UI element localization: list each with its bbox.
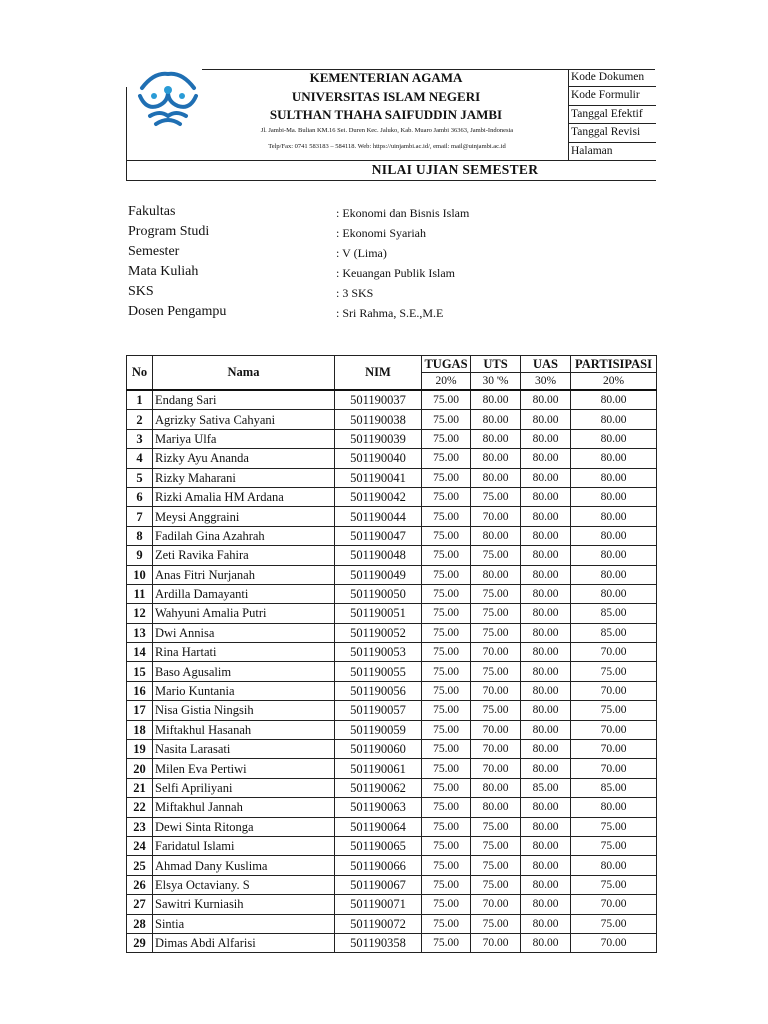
grades-table [126, 355, 657, 953]
table-row [127, 429, 657, 448]
cell-uts: 75.00 [471, 623, 521, 642]
table-row [127, 410, 657, 429]
table-row [127, 720, 657, 739]
cell-uts: 80.00 [471, 449, 521, 468]
cell-uts: 80.00 [471, 429, 521, 448]
cell-nama: Baso Agusalim [153, 662, 335, 681]
table-row [127, 643, 657, 662]
cell-no: 26 [127, 875, 153, 894]
cell-uas: 80.00 [521, 507, 571, 526]
table-row [127, 875, 657, 894]
cell-no: 6 [127, 487, 153, 506]
cell-uts: 75.00 [471, 817, 521, 836]
cell-uts: 70.00 [471, 720, 521, 739]
cell-uts: 75.00 [471, 546, 521, 565]
cell-no: 11 [127, 584, 153, 603]
cell-uts: 70.00 [471, 643, 521, 662]
cell-no: 5 [127, 468, 153, 487]
cell-no: 25 [127, 856, 153, 875]
cell-partisipasi: 70.00 [571, 759, 657, 778]
cell-no: 19 [127, 740, 153, 759]
cell-nim: 501190037 [335, 390, 422, 410]
cell-partisipasi: 80.00 [571, 565, 657, 584]
cell-uts: 70.00 [471, 740, 521, 759]
cell-tugas: 75.00 [422, 643, 471, 662]
cell-tugas: 75.00 [422, 701, 471, 720]
cell-no: 15 [127, 662, 153, 681]
cell-uas: 80.00 [521, 410, 571, 429]
weight-uts: 30 '% [471, 373, 521, 391]
ministry-name: KEMENTERIAN AGAMA [309, 70, 463, 85]
cell-tugas: 75.00 [422, 526, 471, 545]
doc-field-halaman: Halaman [571, 144, 613, 157]
table-row [127, 798, 657, 817]
column-header-uts: UTS [471, 356, 521, 373]
table-row [127, 856, 657, 875]
table-row [127, 778, 657, 797]
info-value: : Ekonomi dan Bisnis Islam [336, 206, 470, 220]
cell-nim: 501190038 [335, 410, 422, 429]
cell-nama: Faridatul Islami [153, 836, 335, 855]
cell-uas: 80.00 [521, 681, 571, 700]
cell-partisipasi: 80.00 [571, 429, 657, 448]
cell-uts: 75.00 [471, 836, 521, 855]
cell-uts: 80.00 [471, 410, 521, 429]
cell-partisipasi: 85.00 [571, 778, 657, 797]
cell-no: 21 [127, 778, 153, 797]
table-row [127, 565, 657, 584]
cell-nim: 501190062 [335, 778, 422, 797]
cell-no: 8 [127, 526, 153, 545]
cell-nama: Dimas Abdi Alfarisi [153, 933, 335, 952]
cell-partisipasi: 70.00 [571, 895, 657, 914]
column-header-partisipasi: PARTISIPASI [571, 356, 657, 373]
cell-no: 24 [127, 836, 153, 855]
cell-nim: 501190055 [335, 662, 422, 681]
table-row [127, 584, 657, 603]
cell-uts: 70.00 [471, 507, 521, 526]
cell-uts: 75.00 [471, 662, 521, 681]
cell-partisipasi: 75.00 [571, 701, 657, 720]
cell-tugas: 75.00 [422, 410, 471, 429]
cell-nama: Rizky Ayu Ananda [153, 449, 335, 468]
cell-tugas: 75.00 [422, 933, 471, 952]
cell-uts: 75.00 [471, 701, 521, 720]
cell-tugas: 75.00 [422, 584, 471, 603]
cell-partisipasi: 80.00 [571, 487, 657, 506]
cell-uas: 80.00 [521, 933, 571, 952]
university-contact: Telp/Fax: 0741 583183 – 584118. Web: https://uinjambi.ac.id/, email: mail@uinjambi.ac.id [268, 143, 506, 150]
cell-partisipasi: 80.00 [571, 410, 657, 429]
university-address: Jl. Jambi-Ma. Bulian KM.16 Sei. Duren Kec. Jaluko, Kab. Muaro Jambi 36363, Jambi-Indonesia [260, 127, 514, 134]
cell-uts: 80.00 [471, 798, 521, 817]
cell-uts: 70.00 [471, 895, 521, 914]
cell-uas: 80.00 [521, 856, 571, 875]
cell-uas: 80.00 [521, 836, 571, 855]
cell-partisipasi: 80.00 [571, 390, 657, 410]
cell-uas: 80.00 [521, 390, 571, 410]
cell-nim: 501190052 [335, 623, 422, 642]
cell-nim: 501190041 [335, 468, 422, 487]
table-row [127, 546, 657, 565]
cell-uts: 80.00 [471, 778, 521, 797]
cell-tugas: 75.00 [422, 507, 471, 526]
cell-partisipasi: 80.00 [571, 798, 657, 817]
column-header-nama: Nama [153, 356, 335, 391]
cell-uas: 80.00 [521, 623, 571, 642]
cell-nama: Nisa Gistia Ningsih [153, 701, 335, 720]
cell-uas: 80.00 [521, 526, 571, 545]
cell-nama: Ardilla Damayanti [153, 584, 335, 603]
cell-partisipasi: 85.00 [571, 604, 657, 623]
cell-tugas: 75.00 [422, 390, 471, 410]
cell-partisipasi: 75.00 [571, 875, 657, 894]
cell-tugas: 75.00 [422, 914, 471, 933]
cell-tugas: 75.00 [422, 604, 471, 623]
cell-uas: 80.00 [521, 701, 571, 720]
cell-tugas: 75.00 [422, 759, 471, 778]
cell-tugas: 75.00 [422, 875, 471, 894]
cell-nim: 501190060 [335, 740, 422, 759]
weight-partisipasi: 20% [571, 373, 657, 391]
cell-tugas: 75.00 [422, 468, 471, 487]
campus-name: SULTHAN THAHA SAIFUDDIN JAMBI [269, 107, 503, 122]
info-mata-kuliah [128, 264, 528, 284]
table-row [127, 933, 657, 952]
table-row [127, 449, 657, 468]
cell-no: 23 [127, 817, 153, 836]
cell-nim: 501190050 [335, 584, 422, 603]
cell-nim: 501190047 [335, 526, 422, 545]
info-label: Dosen Pengampu [128, 304, 227, 319]
cell-nama: Meysi Anggraini [153, 507, 335, 526]
document-fields [568, 69, 656, 161]
cell-uas: 85.00 [521, 778, 571, 797]
cell-partisipasi: 70.00 [571, 643, 657, 662]
cell-nama: Rizky Maharani [153, 468, 335, 487]
cell-uts: 75.00 [471, 584, 521, 603]
info-value: : V (Lima) [336, 246, 387, 260]
column-header-tugas: TUGAS [422, 356, 471, 373]
cell-tugas: 75.00 [422, 449, 471, 468]
cell-nama: Sawitri Kurniasih [153, 895, 335, 914]
cell-tugas: 75.00 [422, 778, 471, 797]
cell-partisipasi: 80.00 [571, 468, 657, 487]
cell-uts: 75.00 [471, 875, 521, 894]
cell-nim: 501190051 [335, 604, 422, 623]
cell-nim: 501190358 [335, 933, 422, 952]
cell-partisipasi: 80.00 [571, 526, 657, 545]
cell-nama: Rina Hartati [153, 643, 335, 662]
cell-uas: 80.00 [521, 643, 571, 662]
cell-uas: 80.00 [521, 429, 571, 448]
doc-field-kode-formulir: Kode Formulir [568, 87, 656, 105]
cell-nama: Miftakhul Jannah [153, 798, 335, 817]
cell-nim: 501190072 [335, 914, 422, 933]
cell-no: 28 [127, 914, 153, 933]
cell-no: 27 [127, 895, 153, 914]
info-value: : Keuangan Publik Islam [336, 266, 455, 280]
cell-partisipasi: 80.00 [571, 584, 657, 603]
cell-nim: 501190048 [335, 546, 422, 565]
cell-uts: 75.00 [471, 604, 521, 623]
cell-uas: 80.00 [521, 817, 571, 836]
cell-uas: 80.00 [521, 449, 571, 468]
cell-uts: 80.00 [471, 390, 521, 410]
table-row [127, 390, 657, 410]
table-row [127, 836, 657, 855]
cell-uas: 80.00 [521, 546, 571, 565]
cell-nim: 501190071 [335, 895, 422, 914]
cell-nim: 501190057 [335, 701, 422, 720]
cell-uts: 80.00 [471, 526, 521, 545]
cell-no: 13 [127, 623, 153, 642]
info-semester [128, 244, 528, 264]
table-row [127, 526, 657, 545]
cell-nama: Rizki Amalia HM Ardana [153, 487, 335, 506]
cell-nama: Miftakhul Hasanah [153, 720, 335, 739]
cell-tugas: 75.00 [422, 836, 471, 855]
cell-nama: Mario Kuntania [153, 681, 335, 700]
table-row [127, 507, 657, 526]
doc-field-tanggal-efektif: Tanggal Efektif [568, 106, 656, 124]
university-logo [132, 66, 204, 130]
cell-nama: Milen Eva Pertiwi [153, 759, 335, 778]
cell-no: 12 [127, 604, 153, 623]
cell-partisipasi: 80.00 [571, 449, 657, 468]
cell-uts: 70.00 [471, 681, 521, 700]
cell-no: 1 [127, 390, 153, 410]
cell-nama: Endang Sari [153, 390, 335, 410]
cell-partisipasi: 85.00 [571, 623, 657, 642]
cell-uas: 80.00 [521, 759, 571, 778]
cell-uts: 80.00 [471, 468, 521, 487]
cell-nim: 501190064 [335, 817, 422, 836]
info-label: Semester [128, 244, 180, 259]
info-program-studi [128, 224, 528, 244]
cell-no: 14 [127, 643, 153, 662]
info-label: Program Studi [128, 224, 210, 239]
cell-no: 16 [127, 681, 153, 700]
table-row [127, 895, 657, 914]
cell-tugas: 75.00 [422, 546, 471, 565]
cell-no: 20 [127, 759, 153, 778]
info-dosen-pengampu [128, 304, 528, 324]
cell-nim: 501190067 [335, 875, 422, 894]
cell-tugas: 75.00 [422, 895, 471, 914]
cell-uas: 80.00 [521, 720, 571, 739]
cell-nim: 501190040 [335, 449, 422, 468]
column-header-uas: UAS [521, 356, 571, 373]
cell-no: 22 [127, 798, 153, 817]
doc-field-kode-dokumen: Kode Dokumen [568, 69, 656, 87]
cell-nim: 501190049 [335, 565, 422, 584]
info-value: : Sri Rahma, S.E.,M.E [336, 306, 444, 320]
cell-partisipasi: 70.00 [571, 933, 657, 952]
cell-tugas: 75.00 [422, 720, 471, 739]
cell-nama: Zeti Ravika Fahira [153, 546, 335, 565]
university-name: UNIVERSITAS ISLAM NEGERI [291, 89, 481, 104]
cell-nama: Elsya Octaviany. S [153, 875, 335, 894]
cell-nama: Dwi Annisa [153, 623, 335, 642]
cell-no: 10 [127, 565, 153, 584]
info-label: Fakultas [128, 204, 176, 219]
cell-nim: 501190063 [335, 798, 422, 817]
table-row [127, 759, 657, 778]
cell-tugas: 75.00 [422, 681, 471, 700]
doc-field-tanggal-revisi: Tanggal Revisi [568, 124, 656, 142]
cell-tugas: 75.00 [422, 429, 471, 448]
cell-tugas: 75.00 [422, 623, 471, 642]
cell-nama: Mariya Ulfa [153, 429, 335, 448]
table-row [127, 468, 657, 487]
info-label: SKS [128, 284, 154, 299]
table-row [127, 487, 657, 506]
column-header-nim: NIM [335, 356, 422, 391]
info-label: Mata Kuliah [128, 264, 199, 279]
table-row [127, 817, 657, 836]
table-row [127, 914, 657, 933]
cell-nim: 501190053 [335, 643, 422, 662]
cell-nim: 501190059 [335, 720, 422, 739]
info-value: : Ekonomi Syariah [336, 226, 426, 240]
cell-partisipasi: 75.00 [571, 914, 657, 933]
cell-uas: 80.00 [521, 487, 571, 506]
weight-uas: 30% [521, 373, 571, 391]
cell-partisipasi: 70.00 [571, 740, 657, 759]
cell-no: 29 [127, 933, 153, 952]
grades-table-body [127, 390, 657, 953]
cell-nama: Ahmad Dany Kuslima [153, 856, 335, 875]
cell-no: 4 [127, 449, 153, 468]
cell-uts: 70.00 [471, 933, 521, 952]
cell-nim: 501190044 [335, 507, 422, 526]
table-row [127, 740, 657, 759]
cell-nim: 501190039 [335, 429, 422, 448]
cell-uts: 80.00 [471, 565, 521, 584]
cell-nama: Dewi Sinta Ritonga [153, 817, 335, 836]
cell-nama: Selfi Apriliyani [153, 778, 335, 797]
cell-nama: Agrizky Sativa Cahyani [153, 410, 335, 429]
cell-tugas: 75.00 [422, 487, 471, 506]
cell-nim: 501190066 [335, 856, 422, 875]
cell-nim: 501190056 [335, 681, 422, 700]
cell-partisipasi: 70.00 [571, 681, 657, 700]
cell-uts: 75.00 [471, 914, 521, 933]
cell-no: 3 [127, 429, 153, 448]
cell-uas: 80.00 [521, 875, 571, 894]
cell-uts: 70.00 [471, 759, 521, 778]
info-sks [128, 284, 528, 304]
cell-uts: 75.00 [471, 487, 521, 506]
cell-uas: 80.00 [521, 565, 571, 584]
cell-nama: Nasita Larasati [153, 740, 335, 759]
cell-tugas: 75.00 [422, 740, 471, 759]
cell-partisipasi: 80.00 [571, 507, 657, 526]
cell-uas: 80.00 [521, 584, 571, 603]
info-fakultas [128, 204, 528, 224]
cell-partisipasi: 70.00 [571, 720, 657, 739]
cell-nama: Sintia [153, 914, 335, 933]
cell-partisipasi: 80.00 [571, 546, 657, 565]
cell-tugas: 75.00 [422, 662, 471, 681]
cell-tugas: 75.00 [422, 565, 471, 584]
cell-no: 17 [127, 701, 153, 720]
cell-no: 7 [127, 507, 153, 526]
cell-no: 18 [127, 720, 153, 739]
cell-nama: Fadilah Gina Azahrah [153, 526, 335, 545]
cell-uas: 80.00 [521, 914, 571, 933]
cell-no: 9 [127, 546, 153, 565]
table-row [127, 662, 657, 681]
table-row [127, 623, 657, 642]
cell-tugas: 75.00 [422, 817, 471, 836]
cell-uas: 80.00 [521, 662, 571, 681]
cell-partisipasi: 75.00 [571, 662, 657, 681]
title-bottom-rule [126, 180, 656, 181]
cell-partisipasi: 75.00 [571, 836, 657, 855]
info-value: : 3 SKS [336, 286, 374, 300]
table-row [127, 681, 657, 700]
cell-uas: 80.00 [521, 468, 571, 487]
table-row [127, 701, 657, 720]
cell-uas: 80.00 [521, 604, 571, 623]
cell-partisipasi: 80.00 [571, 856, 657, 875]
document-title: NILAI UJIAN SEMESTER [371, 162, 539, 177]
cell-uts: 75.00 [471, 856, 521, 875]
cell-nim: 501190065 [335, 836, 422, 855]
cell-nim: 501190061 [335, 759, 422, 778]
cell-tugas: 75.00 [422, 856, 471, 875]
table-row [127, 604, 657, 623]
cell-nama: Wahyuni Amalia Putri [153, 604, 335, 623]
cell-partisipasi: 75.00 [571, 817, 657, 836]
cell-uas: 80.00 [521, 740, 571, 759]
cell-nim: 501190042 [335, 487, 422, 506]
cell-uas: 80.00 [521, 895, 571, 914]
cell-no: 2 [127, 410, 153, 429]
cell-nama: Anas Fitri Nurjanah [153, 565, 335, 584]
cell-tugas: 75.00 [422, 798, 471, 817]
weight-tugas: 20% [422, 373, 471, 391]
cell-uas: 80.00 [521, 798, 571, 817]
column-header-no: No [127, 356, 153, 391]
